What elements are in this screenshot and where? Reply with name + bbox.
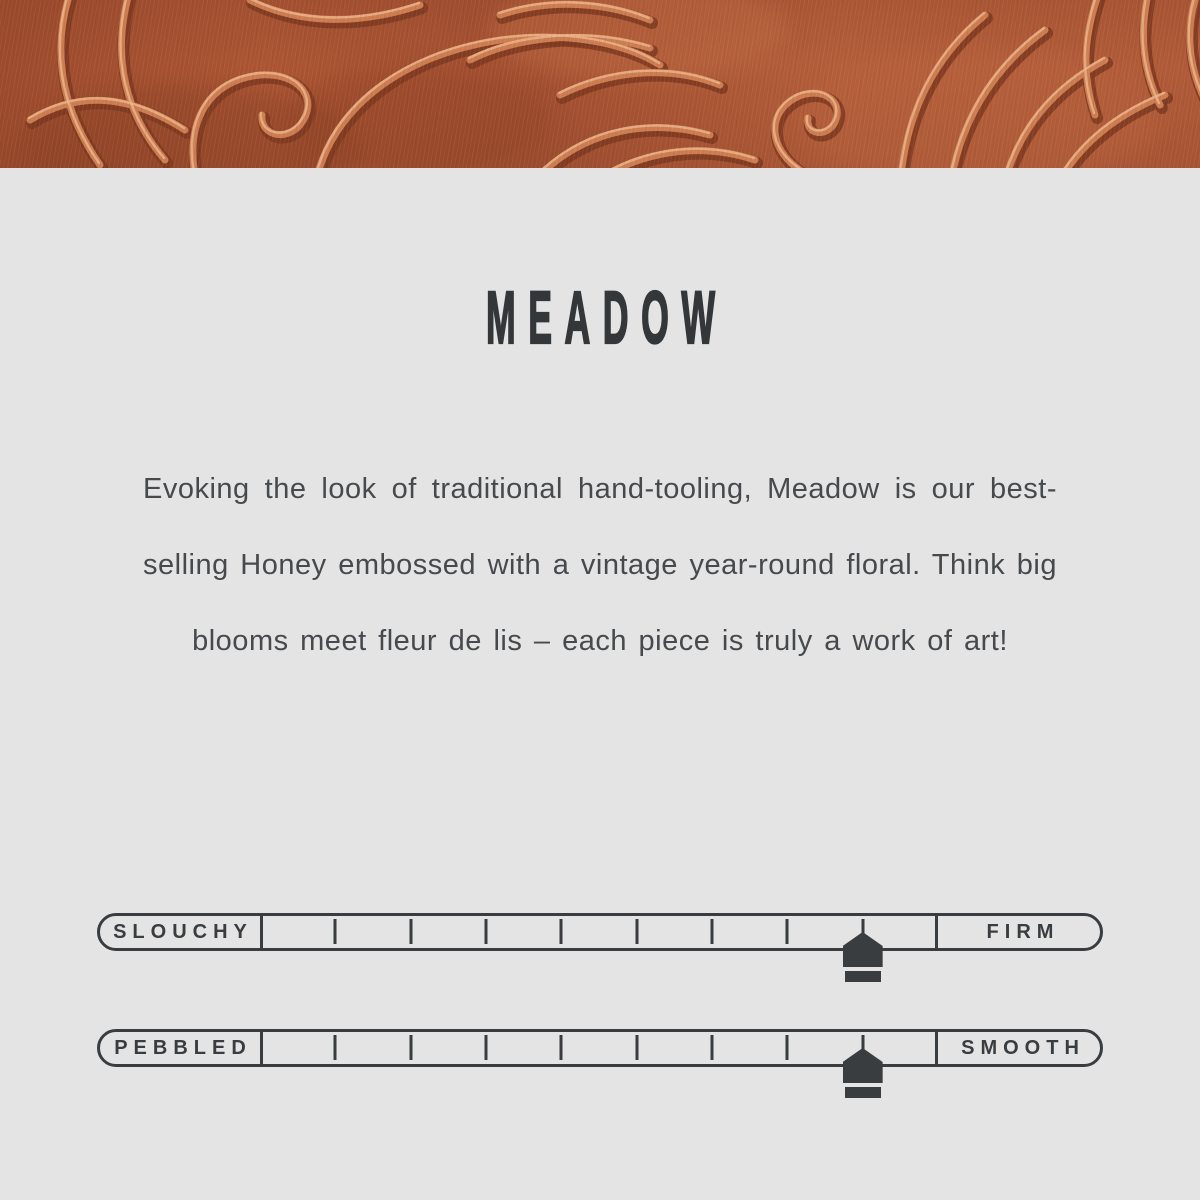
scale-tick bbox=[334, 1035, 337, 1060]
smoothness-scale-right-label: SMOOTH bbox=[961, 1036, 1085, 1059]
smoothness-scale-left-label: PEBBLED bbox=[114, 1036, 252, 1059]
scale-tick bbox=[409, 1035, 412, 1060]
scale-divider bbox=[935, 1032, 938, 1064]
scale-tick bbox=[409, 919, 412, 944]
scale-tick bbox=[485, 1035, 488, 1060]
page-title: MEADOW bbox=[485, 276, 728, 360]
scale-tick bbox=[861, 919, 864, 944]
scale-divider bbox=[935, 916, 938, 948]
leather-texture-image bbox=[0, 0, 1200, 168]
marker-base-icon bbox=[845, 971, 881, 982]
product-description: Evoking the look of traditional hand-tooling, Meadow is our best-selling Honey embossed with a vintage year-round floral. Think big blooms meet fleur de lis – each piece is truly a work of art! bbox=[143, 473, 1057, 657]
firmness-scale-left-label: SLOUCHY bbox=[113, 920, 253, 943]
firmness-scale-track bbox=[260, 916, 938, 948]
scale-tick bbox=[485, 919, 488, 944]
scale-tick bbox=[334, 919, 337, 944]
scale-tick bbox=[711, 1035, 714, 1060]
scale-tick bbox=[635, 919, 638, 944]
smoothness-scale-track bbox=[260, 1032, 938, 1064]
scale-tick bbox=[861, 1035, 864, 1060]
firmness-scale bbox=[97, 913, 1103, 951]
scale-tick bbox=[786, 919, 789, 944]
scale-tick bbox=[786, 1035, 789, 1060]
title-wrap bbox=[0, 262, 1200, 374]
scale-tick bbox=[635, 1035, 638, 1060]
scale-tick bbox=[560, 1035, 563, 1060]
marker-base-icon bbox=[845, 1087, 881, 1098]
leather-texture-art bbox=[0, 0, 1200, 168]
scale-tick bbox=[560, 919, 563, 944]
scale-tick bbox=[711, 919, 714, 944]
smoothness-scale bbox=[97, 1029, 1103, 1067]
firmness-scale-right-label: FIRM bbox=[986, 920, 1060, 943]
